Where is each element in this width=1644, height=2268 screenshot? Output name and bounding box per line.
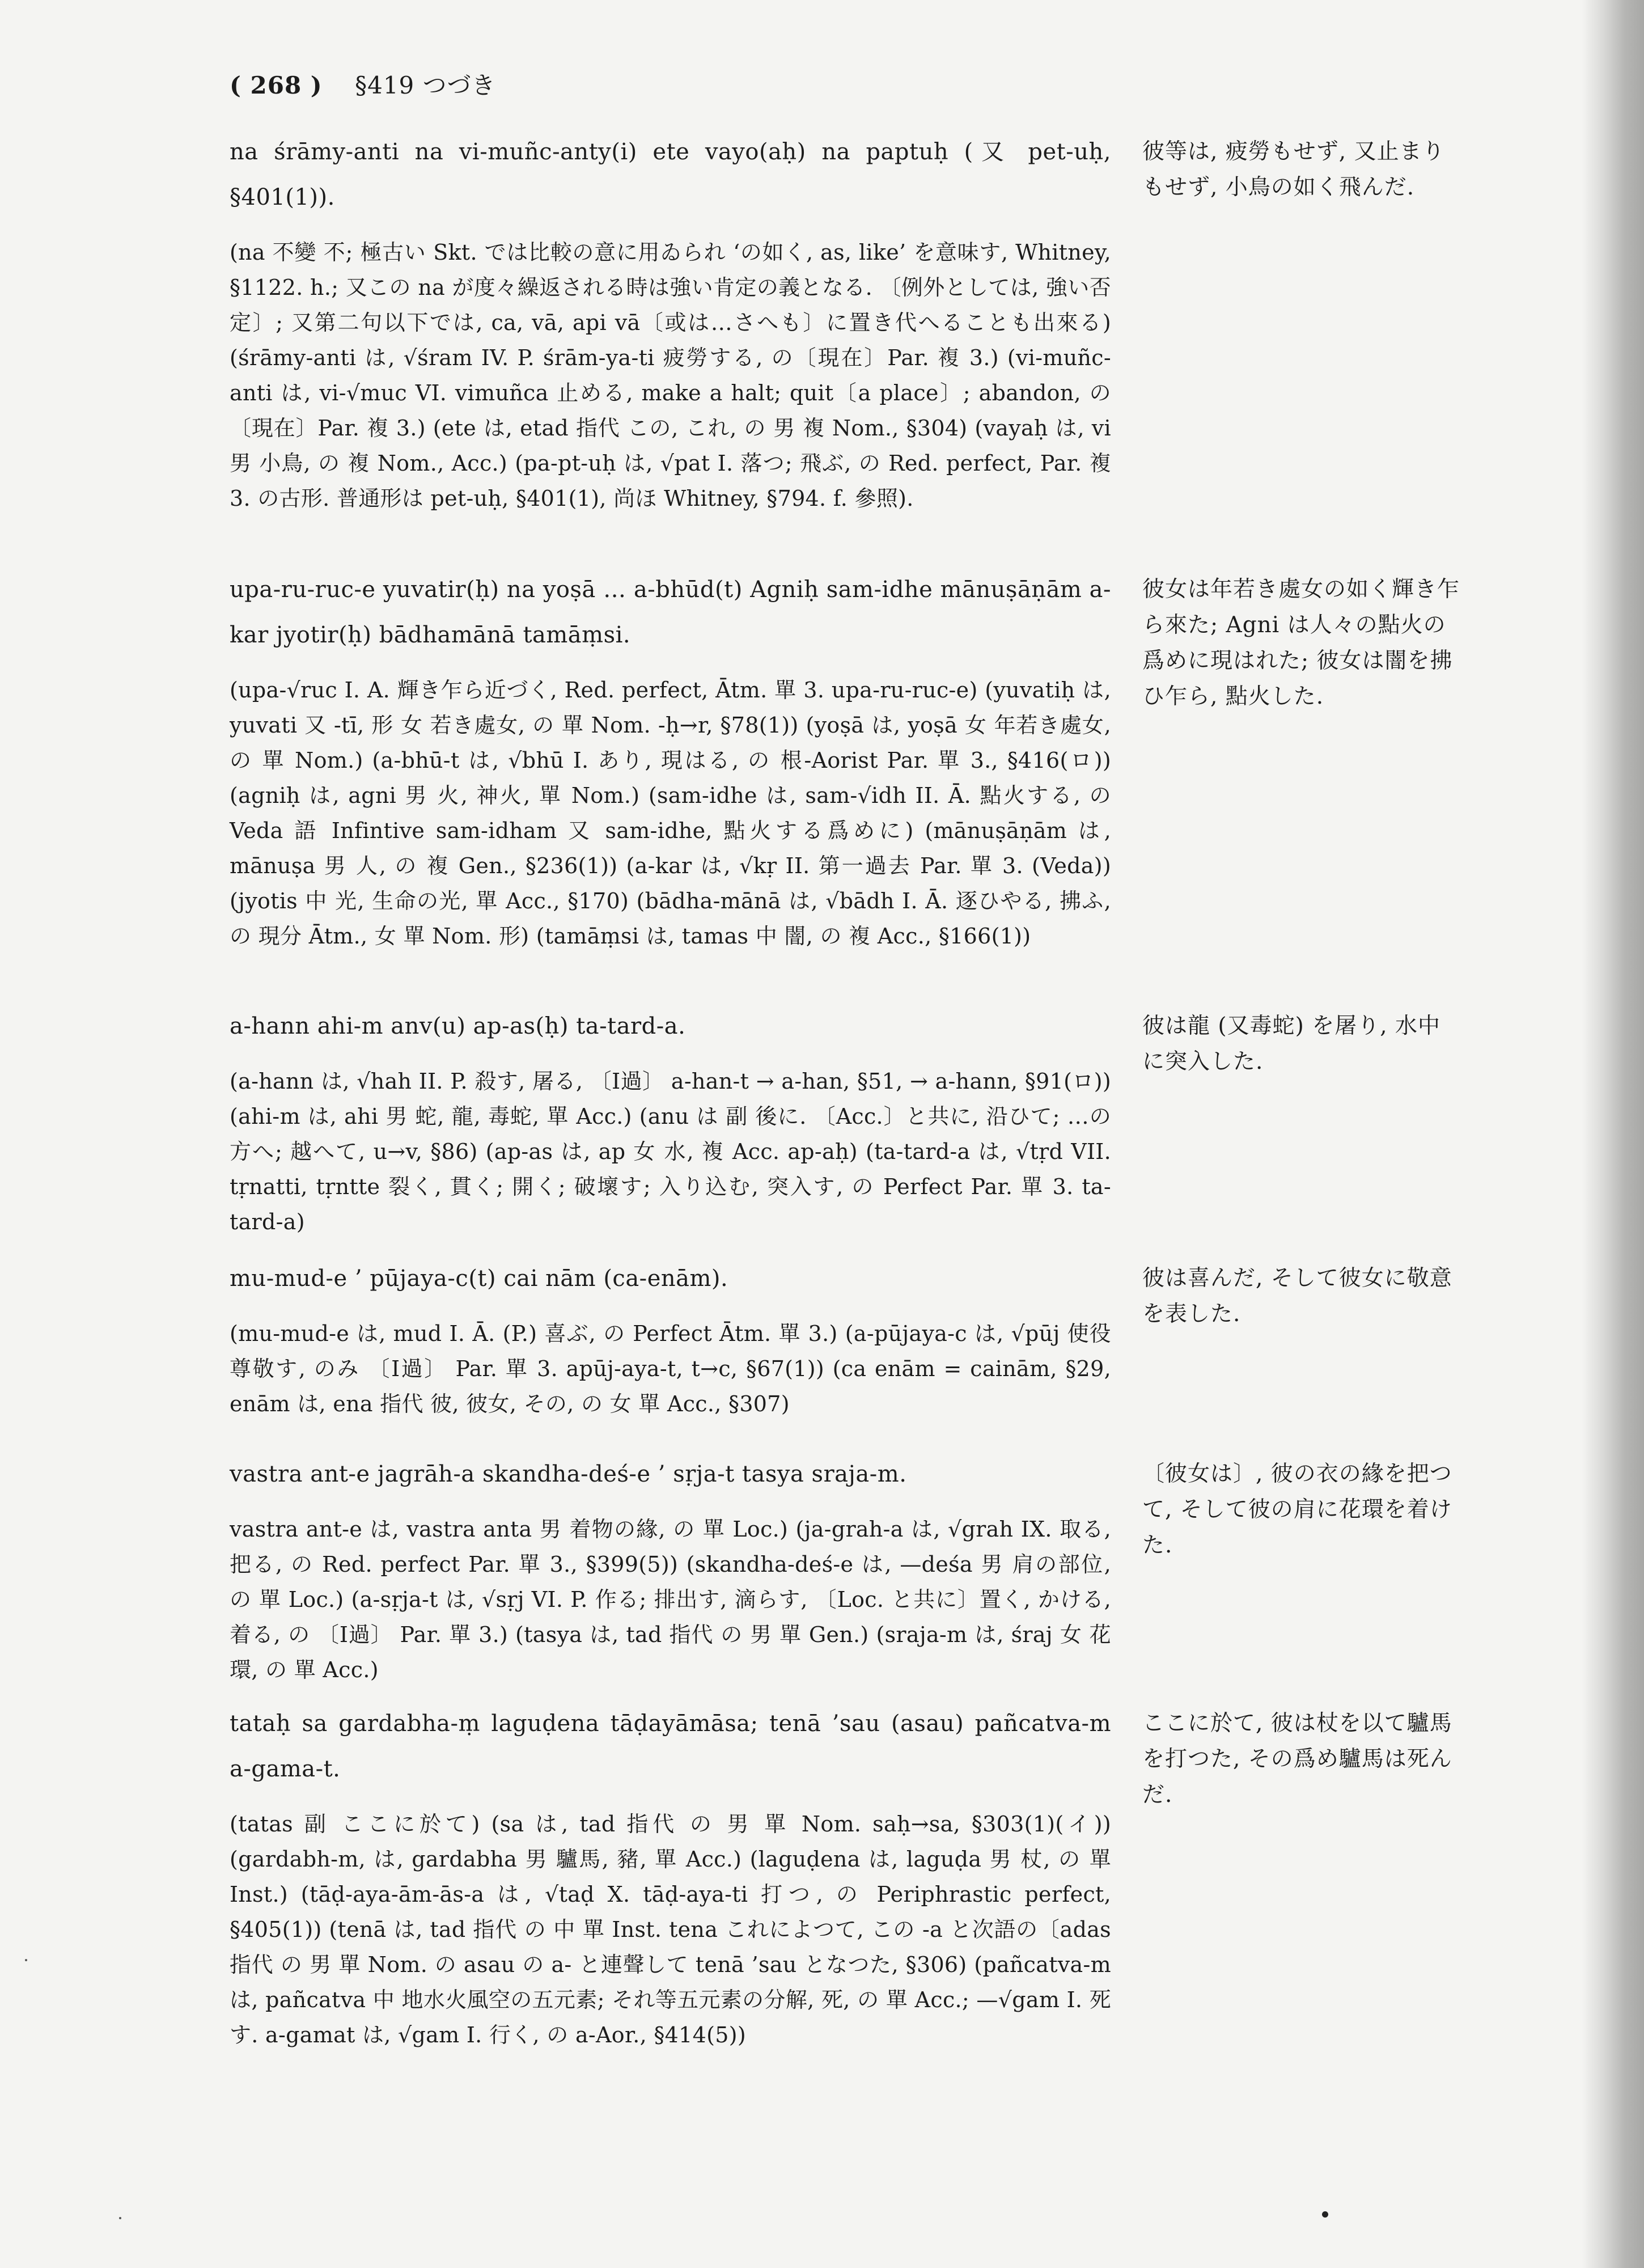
grammar-notes: (mu-mud-e は, mud I. Ā. (P.) 喜ぶ, の Perfect Ātm. 單 3.) (a-pūjaya-c は, √pūj 使役 尊敬す, のみ 〔I過〕 Par. 單 3. apūj-aya-t, t→c, §67(1)) (ca enām = cainām, §29, enām は, ena 指代 彼, 彼女, その, の 女 單 Acc., §307) [230,1321,1111,1416]
sanskrit-sentence: vastra ant-e jagrāh-a skandha-deś-e ’ sṛja-t tasya sraja-m. [230,1461,907,1487]
entry-4 [230,1256,1644,1421]
page-header [230,67,496,101]
entry-6 [230,1701,1644,2053]
grammar-notes: (na 不變 不; 極古い Skt. では比較の意に用ゐられ ‘の如く, as, like’ を意味す, Whitney, §1122. h.; 又この na が度々繰返される時は強い肯定の義となる. 〔例外としては, 強い否定〕; 又第二句以下では, ca, vā, api vā〔或は…さへも〕に置き代へることも出來る) (śrāmy-anti は, √śram IV. P. śrām-ya-ti 疲勞する, の〔現在〕Par. 複 3.) (vi-muñc-anti は, vi-√muc VI. vimuñca 止める, make a halt; quit〔a place〕; abandon, の〔現在〕Par. 複 3.) (ete は, etad 指代 この, これ, の 男 複 Nom., §304) (vayaḥ は, vi 男 小鳥, の 複 Nom., Acc.) (pa-pt-uḥ は, √pat I. 落つ; 飛ぶ, の Red. perfect, Par. 複 3. の古形. 普通形は pet-uḥ, §401(1), 尚ほ Whitney, §794. f. 參照). [230,240,1111,511]
sanskrit-sentence: a-hann ahi-m anv(u) ap-as(ḥ) ta-tard-a. [230,1013,686,1039]
ink-speck [25,1959,27,1961]
grammar-notes: (tatas 副 ここに於て) (sa は, tad 指代 の 男 單 Nom. saḥ→sa, §303(1)(イ)) (gardabh-m, は, gardabha 男 驢馬, 豬, 單 Acc.) (laguḍena は, laguḍa 男 杖, の 單 Inst.) (tāḍ-aya-ām-ās-a は, √taḍ X. tāḍ-aya-ti 打つ, の Periphrastic perfect, §405(1)) (tenā は, tad 指代 の 中 單 Inst. tena これによつて, この -a と次語の〔adas 指代 の 男 單 Nom. の asau の a- と連聲して tenā ’sau となつた, §306) (pañcatva-m は, pañcatva 中 地水火風空の五元素; それ等五元素の分解, 死, の 單 Acc.; —√gam I. 死す. a-gamat は, √gam I. 行く, の a-Aor., §414(5)) [230,1812,1111,2047]
sanskrit-sentence: na śrāmy-anti na vi-muñc-anty(i) ete vayo(aḥ) na paptuḥ (又 pet-uḥ, §401(1)). [230,139,1111,210]
translation: 彼は喜んだ, そして彼女に敬意を表した. [1142,1266,1452,1327]
translation: ここに於て, 彼は杖を以て驢馬を打つた, その爲め驢馬は死んだ. [1142,1711,1452,1808]
entry-2 [230,567,1644,954]
ink-speck [1322,2211,1328,2218]
entry-3 [230,1004,1644,1239]
grammar-notes: (upa-√ruc I. A. 輝き乍ら近づく, Red. perfect, Ātm. 單 3. upa-ru-ruc-e) (yuvatiḥ は, yuvati 又 -tī, 形 女 若き處女, の 單 Nom. -ḥ→r, §78(1)) (yoṣā は, yoṣā 女 年若き處女, の 單 Nom.) (a-bhū-t は, √bhū I. あり, 現はる, の 根-Aorist Par. 單 3., §416(ロ)) (agniḥ は, agni 男 火, 神火, 單 Nom.) (sam-idhe は, sam-√idh II. Ā. 點火する, の Veda 語 Infintive sam-idham 又 sam-idhe, 點火する爲めに) (mānuṣāṇām は, mānuṣa 男 人, の 複 Gen., §236(1)) (a-kar は, √kṛ II. 第一過去 Par. 單 3. (Veda)) (jyotis 中 光, 生命の光, 單 Acc., §170) (bādha-mānā は, √bādh I. Ā. 逐ひやる, 拂ふ, の 現分 Ātm., 女 單 Nom. 形) (tamāṃsi は, tamas 中 闇, の 複 Acc., §166(1)) [230,678,1111,949]
page-number: ( 268 ) [230,71,323,99]
sanskrit-sentence: tataḥ sa gardabha-ṃ laguḍena tāḍayāmāsa; tenā ’sau (asau) pañcatva-m a-gama-t. [230,1711,1111,1782]
translation: 彼等は, 疲勞もせず, 又止まりもせず, 小鳥の如く飛んだ. [1142,139,1445,200]
section-title: §419 つづき [355,71,496,99]
grammar-notes: vastra ant-e は, vastra anta 男 着物の緣, の 單 Loc.) (ja-grah-a は, √grah IX. 取る, 把る, の Red. perfect Par. 單 3., §399(5)) (skandha-deś-e は, —deśa 男 肩の部位, の 單 Loc.) (a-sṛja-t は, √sṛj VI. P. 作る; 排出す, 滴らす, 〔Loc. と共に〕置く, かける, 着る, の 〔I過〕 Par. 單 3.) (tasya は, tad 指代 の 男 單 Gen.) (sraja-m は, śraj 女 花環, の 單 Acc.) [230,1517,1111,1682]
translation: 彼女は年若き處女の如く輝き乍ら來た; Agni は人々の點火の爲めに現はれた; 彼女は闇を拂ひ乍ら, 點火した. [1142,577,1460,709]
entry-1 [230,129,1644,516]
grammar-notes: (a-hann は, √hah II. P. 殺す, 屠る, 〔I過〕 a-han-t → a-han, §51, → a-hann, §91(ロ)) (ahi-m は, ahi 男 蛇, 龍, 毒蛇, 單 Acc.) (anu は 副 後に. 〔Acc.〕と共に, 沿ひて; …の方へ; 越へて, u→v, §86) (ap-as は, ap 女 水, 複 Acc. ap-aḥ) (ta-tard-a は, √tṛd VII. tṛnatti, tṛntte 裂く, 貫く; 開く; 破壞す; 入り込む, 突入す, の Perfect Par. 單 3. ta-tard-a) [230,1069,1111,1234]
entry-5 [230,1452,1644,1687]
translation: 〔彼女は〕, 彼の衣の緣を把つて, そして彼の肩に花環を着けた. [1142,1461,1452,1558]
sanskrit-sentence: upa-ru-ruc-e yuvatir(ḥ) na yoṣā … a-bhūd(t) Agniḥ sam-idhe mānuṣāṇām a-kar jyotir(ḥ) bādhamānā tamāṃsi. [230,577,1111,648]
sanskrit-sentence: mu-mud-e ’ pūjaya-c(t) cai nām (ca-enām). [230,1266,728,1292]
translation: 彼は龍 (又毒蛇) を屠り, 水中に突入した. [1142,1013,1441,1074]
ink-speck [119,2217,121,2219]
